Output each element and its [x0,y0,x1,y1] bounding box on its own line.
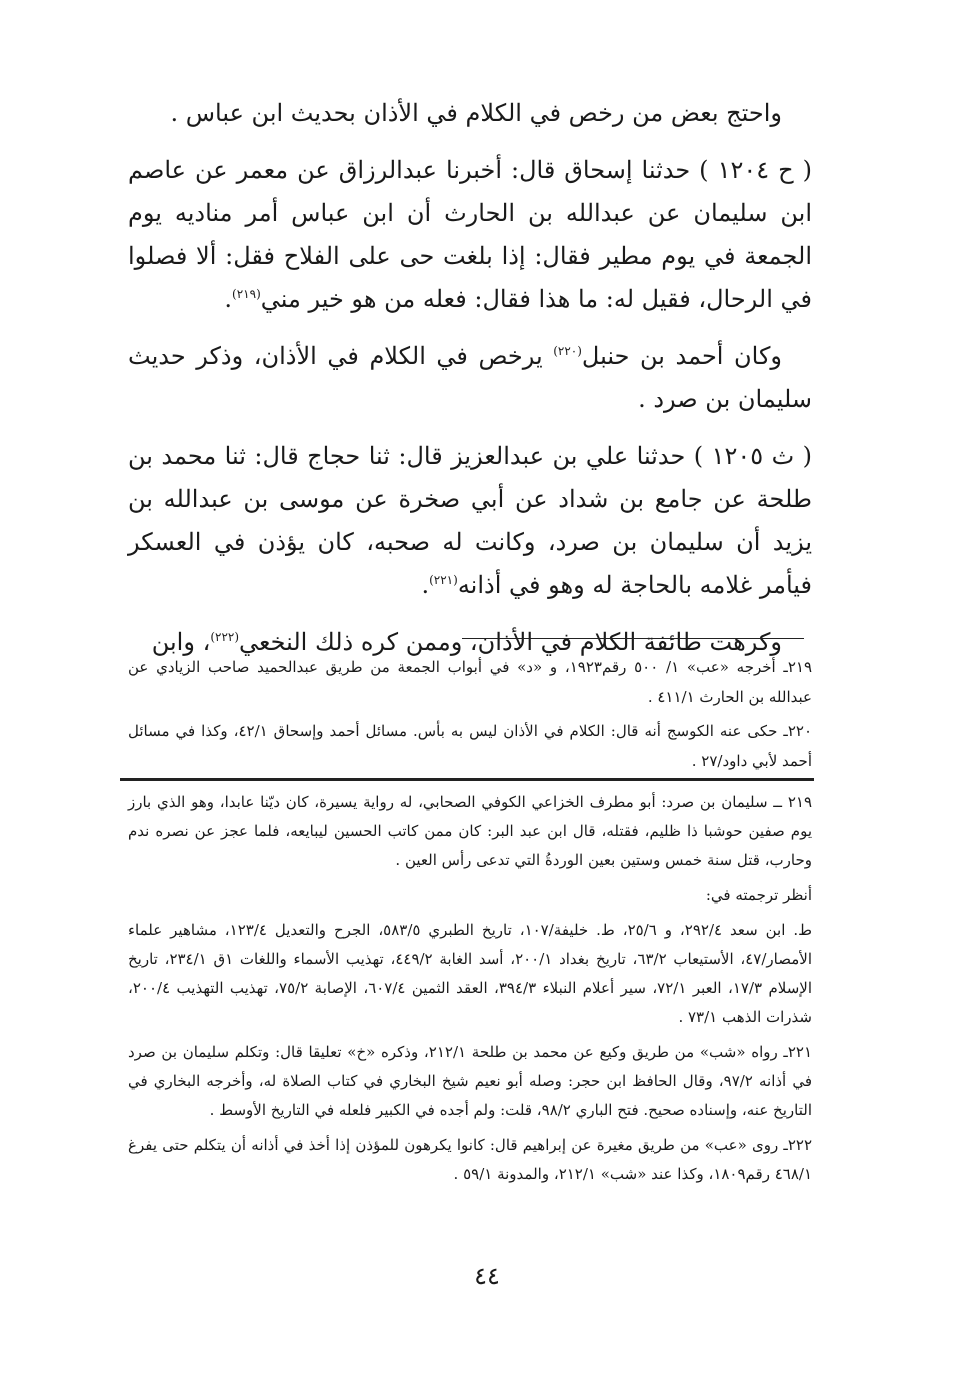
paragraph-5-text-b: ، وابن [151,628,211,656]
paragraph-3 [128,335,812,421]
paragraph-1 [128,92,812,135]
page-number: ٤٤ [474,1262,500,1290]
main-text [128,92,812,678]
footnotes-top [128,652,812,780]
paragraph-4-text: ( ث ١٢٠٥ ) حدثنا علي بن عبدالعزيز قال: ثنا حجاج قال: ثنا محمد بن طلحة عن جامع بن شداد عن أبي صخرة عن موسى بن عبدالله بن يزيد أن سليمان بن صرد، وكانت له صحبه، كان يؤذن في العسكر فيأمر غلامه بالحاجة له وهو في أذانه [128,442,813,599]
paragraph-3-text-b: يرخص في الكلام في الأذان، وذكر حديث سليمان بن صرد . [128,342,812,413]
footnotes-bottom [128,788,812,1195]
footnote-219-references: ط. ابن سعد ٢٩٢/٤، و ٢٥/٦، ط. خليفة/١٠٧، تاريخ الطبري ٥٨٣/٥، الجرح والتعديل ١٢٣/٤، مشاهير علماء الأمصار/٤٧، الأستيعاب ٦٣/٢، تاريخ بغداد ٢٠٠/١، أسد الغابة ٤٤٩/٢، تهذيب الأسماء واللغات ١ق ٢٣٤/١، تاريخ الإسلام ١٧/٣، العبر ٧٢/١، سير أعلام النبلاء ٣٩٤/٣، العقد الثمين ٦٠٧/٤، الإصابة ٧٥/٢، تهذيب التهذيب ٢٠٠/٤، شذرات الذهب ٧٣/١ . [128,921,813,1026]
paragraph-4-end: . [421,571,430,599]
footnote-220-source: ٢٢٠ـ حكى عنه الكوسج أنه قال: الكلام في الأذان ليس به بأس. مسائل أحمد وإسحاق ٤٢/١، وكذا في مسائل أحمد لأبي داود/٢٧ . [128,722,813,770]
paragraph-5-text-a: وكرهت طائفة الكلام في الأذان، وممن كره ذلك النخعي [239,628,782,656]
footnote-ref-221[interactable]: (٢٢١) [429,573,458,587]
paragraph-2-end: . [224,285,233,313]
paragraph-2-text: ( ح ١٢٠٤ ) حدثنا إسحاق قال: أخبرنا عبدالرزاق عن معمر عن عاصم ابن سليمان عن عبدالله بن الحارث أن ابن عباس أمر مناديه يوم الجمعة في يوم مطير فقال: إذا بلغت حى على الفلاح فقل: ألا فصلوا في الرحال، فقيل له: ما هذا فقال: فعله من هو خير مني [128,156,812,313]
footnote-ref-222[interactable]: (٢٢٢) [210,630,240,644]
footnote-219-see-also: أنظر ترجمته في: [705,886,812,904]
footnote-219-source: ٢١٩ـ أخرجه «عب» ١/ ٥٠٠ رقم١٩٢٣، و «د» في أبواب الجمعة من طريق عبدالحميد صاحب الزيادي عن عبدالله بن الحارث ٤١١/١ . [128,658,812,706]
paragraph-3-text-a: وكان أحمد بن حنبل [581,342,782,370]
footnote-ref-220[interactable]: (٢٢٠) [553,344,582,358]
footnote-separator-long [120,778,814,781]
paragraph-4 [128,435,812,607]
footnote-separator-short [462,638,804,639]
footnote-221: ٢٢١ـ رواه «شب» من طريق وكيع عن محمد بن طلحة ٢١٢/١، وذكره «خ» تعليقا قال: وتكلم سليمان بن صرد في أذانه ٩٧/٢، وقال الحافظ ابن حجر: وصله أبو نعيم شيخ البخاري في كتاب الصلاة له، وأخرجه البخاري في التاريخ عنه، وإسناده صحيح. فتح الباري ٩٨/٢، قلت: ولم أجده في الكبير فلعله في التاريخ الأوسط . [128,1043,813,1119]
footnote-222: ٢٢٢ـ روى «عب» من طريق مغيرة عن إبراهيم قال: كانوا يكرهون للمؤذن إذا أخذ في أذانه أن يتكلم حتى يفرغ ٤٦٨/١ رقم١٨٠٩، وكذا عند «شب» ٢١٢/١، والمدونة ٥٩/١ . [128,1136,812,1183]
footnote-219-bio: ٢١٩ ــ سليمان بن صرد: أبو مطرف الخزاعي الكوفي الصحابي، له رواية يسيرة، كان ديّنا عابدا، وهو الذي بارز يوم صفين حوشبا ذا ظليم، فقتله، قال ابن عبد البر: كان ممن كاتب الحسين ليبايعه، فلما عجز عن نصره ندم وحارب، قتل سنة خمس وستين بعين الوردةُ التي تدعى رأس العين . [128,793,812,869]
paragraph-1-text: واحتج بعض من رخص في الكلام في الأذان بحديث ابن عباس . [170,99,782,127]
footnote-ref-219[interactable]: (٢١٩) [232,287,261,301]
paragraph-2 [128,149,812,321]
